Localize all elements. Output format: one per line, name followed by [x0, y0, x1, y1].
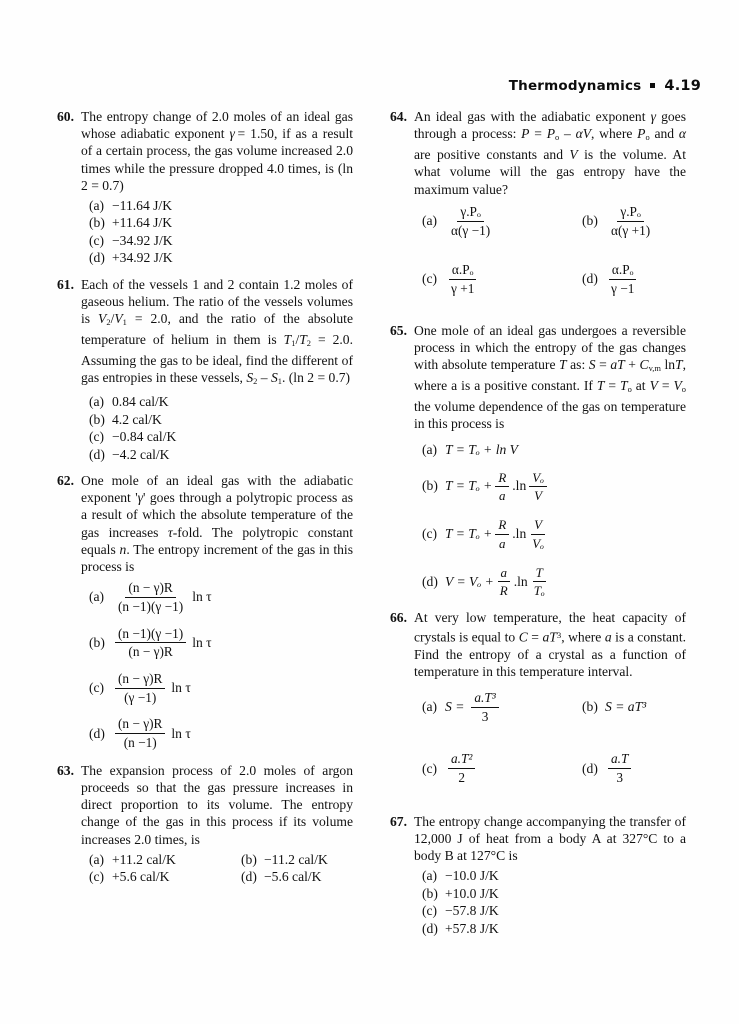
- question-64: [381, 108, 686, 308]
- question-65: [381, 322, 686, 599]
- option-c[interactable]: [422, 751, 582, 785]
- denominator: 2: [458, 770, 465, 785]
- question-number: 64.: [390, 109, 407, 124]
- question-60: [48, 108, 353, 267]
- numerator: a.T: [608, 751, 631, 769]
- option-b[interactable]: [422, 470, 686, 504]
- fraction: [115, 580, 186, 614]
- option-label: (a): [89, 394, 105, 410]
- fraction: [115, 716, 165, 750]
- left-column: [48, 108, 353, 895]
- option-label: (a): [89, 589, 105, 605]
- denominator: (n −1): [123, 735, 157, 751]
- option-label: (a): [422, 441, 438, 457]
- option-b[interactable]: [582, 690, 732, 724]
- option-label: (d): [89, 446, 105, 462]
- option-prefix: T = Tₒ +: [445, 478, 493, 494]
- numerator: α.Pₒ: [609, 262, 637, 280]
- fraction: [115, 671, 165, 705]
- denominator: (γ −1): [124, 689, 157, 705]
- numerator: Vₒ: [529, 470, 547, 487]
- option-value: −11.2 cal/K: [264, 851, 328, 867]
- option-value: −4.2 cal/K: [112, 446, 170, 462]
- question-text: Each of the vessels 1 and 2 contain 1.2 moles of gaseous helium. The ratio of the vessels volumes is $V_2/V_1 = 2.0$, and the ratio of the absolute temperature of helium in them is $T_1/T_2 = 2.0$. Assuming the gas to be ideal, find the different of gas entropies in these vessels, $S_2 - S_1$. (ln 2 = 0.7): [81, 276, 354, 387]
- option-label: (c): [89, 869, 105, 885]
- option-value: 4.2 cal/K: [112, 411, 162, 427]
- numerator: γ.Pₒ: [617, 204, 643, 222]
- option-label: (d): [582, 271, 598, 287]
- question-text: One mole of an ideal gas with the adiabatic exponent 'γ' goes through a polytropic process as a result of which the absolute temperature of the gas increases τ-fold. The polytropic constant equals n. The entropy increment of the gas in this process is: [81, 473, 353, 575]
- option-label: (b): [582, 213, 598, 229]
- option-a[interactable]: [89, 851, 241, 868]
- option-b[interactable]: [422, 885, 686, 902]
- question-number: 61.: [57, 276, 74, 292]
- option-a[interactable]: [89, 580, 353, 614]
- denominator: V: [534, 487, 543, 503]
- option-label: (b): [422, 885, 438, 901]
- ln-operator: .ln: [512, 526, 527, 541]
- denominator: 3: [616, 770, 624, 785]
- option-value: +57.8 J/K: [445, 920, 499, 936]
- denominator: (n − γ)R: [128, 644, 173, 660]
- denominator: a: [499, 487, 506, 503]
- option-label: (d): [582, 760, 598, 776]
- options-60: [81, 197, 353, 267]
- numerator: a.T²: [448, 751, 475, 769]
- options-62: [81, 580, 353, 751]
- question-number: 65.: [390, 322, 407, 338]
- option-d[interactable]: [89, 716, 353, 750]
- option-label: (b): [422, 478, 438, 494]
- option-value: +11.2 cal/K: [112, 851, 176, 867]
- numerator: a.T³: [471, 690, 498, 708]
- denominator: α(γ +1): [611, 222, 651, 238]
- numerator: R: [495, 517, 509, 534]
- option-c[interactable]: [89, 868, 241, 885]
- option-d[interactable]: [422, 920, 686, 937]
- denominator: γ −1: [611, 280, 635, 296]
- question-number: 62.: [57, 473, 74, 489]
- numerator: α.Pₒ: [449, 262, 477, 280]
- option-label: (c): [422, 903, 438, 919]
- denominator: 3: [481, 708, 489, 724]
- option-label: (a): [422, 699, 438, 715]
- options-67: [414, 867, 686, 937]
- option-label: (c): [89, 232, 105, 248]
- option-prefix: V = Vₒ +: [445, 573, 494, 589]
- option-value: S = aT³: [605, 699, 647, 715]
- option-label: (a): [89, 198, 105, 214]
- numerator: T: [533, 565, 546, 582]
- option-label: (a): [422, 213, 438, 229]
- option-c[interactable]: [89, 232, 353, 249]
- fraction-coefficient: [495, 470, 509, 504]
- option-value: −0.84 cal/K: [112, 429, 177, 445]
- option-d[interactable]: [582, 751, 732, 785]
- fraction-coefficient: [497, 565, 511, 599]
- options-66: [414, 690, 686, 797]
- options-64: [414, 204, 686, 308]
- option-label: (a): [89, 851, 105, 867]
- fraction: [448, 262, 477, 296]
- question-number: 66.: [390, 610, 407, 626]
- option-b[interactable]: [89, 214, 353, 231]
- fraction: [608, 751, 631, 785]
- question-number: 67.: [390, 813, 407, 829]
- option-value: +10.0 J/K: [445, 885, 499, 901]
- option-d[interactable]: [89, 249, 353, 266]
- chapter-title: Thermodynamics: [508, 78, 642, 94]
- numerator: (n −1)(γ −1): [115, 626, 186, 644]
- option-label: (b): [582, 699, 598, 715]
- numerator: R: [495, 470, 509, 487]
- right-column: [381, 108, 686, 946]
- fraction: [448, 204, 493, 238]
- question-63: [48, 762, 353, 886]
- option-expression: T = Tₒ + ln V: [445, 441, 518, 457]
- numerator: a: [498, 565, 511, 582]
- option-d[interactable]: [89, 446, 353, 463]
- page-header: [509, 78, 701, 94]
- option-c[interactable]: [422, 902, 686, 919]
- option-value: −57.8 J/K: [445, 903, 499, 919]
- option-label: (d): [422, 920, 438, 936]
- options-65: [414, 442, 686, 599]
- question-text: The expansion process of 2.0 moles of argon proceeds so that the gas pressure increases in direct proportion to its volume. The entropy change of the gas in this process if its volume increases 2.0 times, is: [81, 762, 353, 847]
- option-tail: ln τ: [192, 634, 212, 650]
- option-label: (d): [241, 869, 257, 885]
- question-text: The entropy change accompanying the transfer of 12,000 J of heat from a body A at 327°C to a body B at 127°C is: [414, 813, 686, 864]
- option-b[interactable]: [89, 626, 353, 660]
- denominator: R: [499, 583, 508, 599]
- option-label: (b): [241, 851, 257, 867]
- question-text: The entropy change of 2.0 moles of an ideal gas whose adiabatic exponent γ = 1.50, if as a result of a certain process, the gas volume increased 2.0 times while the pressure dropped 4.0 times, is (ln 2 = 0.7): [81, 109, 353, 193]
- option-tail: ln τ: [171, 725, 191, 741]
- denominator: Vₒ: [532, 535, 544, 551]
- fraction: [448, 751, 475, 785]
- option-d[interactable]: [422, 565, 686, 599]
- fraction-coefficient: [495, 517, 509, 551]
- options-61: [81, 393, 353, 463]
- option-c[interactable]: [422, 517, 686, 551]
- option-b[interactable]: [582, 204, 732, 238]
- option-label: (d): [422, 573, 438, 589]
- denominator: a: [499, 535, 506, 551]
- option-b[interactable]: [241, 851, 393, 868]
- option-label: (b): [89, 634, 105, 650]
- option-a[interactable]: [89, 197, 353, 214]
- question-67: [381, 813, 686, 937]
- denominator: (n −1)(γ −1): [118, 598, 184, 614]
- option-a[interactable]: [422, 867, 686, 884]
- option-tail: ln τ: [171, 680, 191, 696]
- square-bullet-icon: [650, 83, 655, 88]
- denominator: α(γ −1): [451, 222, 491, 238]
- fraction: [115, 626, 186, 660]
- question-62: [48, 472, 353, 751]
- option-a[interactable]: [422, 690, 582, 724]
- denominator: Tₒ: [533, 583, 545, 599]
- ln-operator: .ln: [512, 478, 527, 494]
- fraction: [608, 262, 637, 296]
- option-tail: ln τ: [192, 589, 212, 605]
- numerator: γ.Pₒ: [457, 204, 483, 222]
- option-value: 0.84 cal/K: [112, 394, 169, 410]
- question-66: [381, 609, 686, 796]
- question-number: 60.: [57, 109, 74, 124]
- question-text: An ideal gas with the adiabatic exponent γ goes through a process: $P = P_o - \alpha V$, where $P_o$ and α are positive constants and V is the volume. At what volume will the gas entropy have the maximum value?: [414, 109, 687, 197]
- fraction-argument: [531, 565, 548, 599]
- option-label: (c): [422, 760, 438, 776]
- option-label: (c): [89, 429, 105, 445]
- option-a[interactable]: [422, 204, 582, 238]
- option-prefix: S =: [445, 699, 465, 715]
- options-63: [81, 851, 353, 886]
- numerator: (n − γ)R: [115, 716, 165, 734]
- option-prefix: T = Tₒ +: [445, 526, 493, 541]
- fraction: [471, 690, 498, 724]
- option-c[interactable]: [422, 262, 582, 296]
- option-b[interactable]: [89, 411, 353, 428]
- option-label: (c): [89, 680, 105, 696]
- option-label: (d): [89, 725, 105, 741]
- option-c[interactable]: [89, 428, 353, 445]
- denominator: γ +1: [451, 280, 475, 296]
- numerator: (n − γ)R: [125, 580, 175, 598]
- option-value: +34.92 J/K: [112, 250, 173, 266]
- fraction: [608, 204, 653, 238]
- question-61: [48, 276, 353, 463]
- option-label: (d): [89, 250, 105, 266]
- option-d[interactable]: [241, 868, 393, 885]
- question-text: One mole of an ideal gas undergoes a reversible process in which the entropy of the gas changes with absolute temperature T as: S = aT + $C_{v,m}$ lnT, where a is a positive constant. If $T = T_o$ at $V = V_o$ the volume dependence of the gas on temperature in this process is: [414, 322, 686, 432]
- option-value: −11.64 J/K: [112, 198, 173, 214]
- option-value: −5.6 cal/K: [264, 869, 322, 885]
- option-value: +5.6 cal/K: [112, 869, 170, 885]
- option-value: −34.92 J/K: [112, 232, 173, 248]
- option-d[interactable]: [582, 262, 732, 296]
- option-label: (b): [89, 215, 105, 231]
- option-label: (a): [422, 868, 438, 884]
- numerator: V: [531, 517, 545, 534]
- option-label: (c): [422, 526, 438, 541]
- option-value: −10.0 J/K: [445, 868, 499, 884]
- numerator: (n − γ)R: [115, 671, 165, 689]
- question-number: 63.: [57, 762, 74, 778]
- fraction-argument: [529, 517, 547, 551]
- option-label: (c): [422, 271, 438, 287]
- question-text: At very low temperature, the heat capacity of crystals is equal to $C = aT^3$, where a is a constant. Find the entropy of a crystal as a function of temperature in this temperature interval.: [414, 610, 687, 679]
- fraction-argument: [529, 470, 547, 504]
- option-label: (b): [89, 411, 105, 427]
- option-a[interactable]: [89, 393, 353, 410]
- ln-operator: .ln: [513, 573, 528, 589]
- page-number: 4.19: [664, 78, 701, 94]
- option-value: +11.64 J/K: [112, 215, 173, 231]
- option-a[interactable]: [422, 442, 686, 458]
- option-c[interactable]: [89, 671, 353, 705]
